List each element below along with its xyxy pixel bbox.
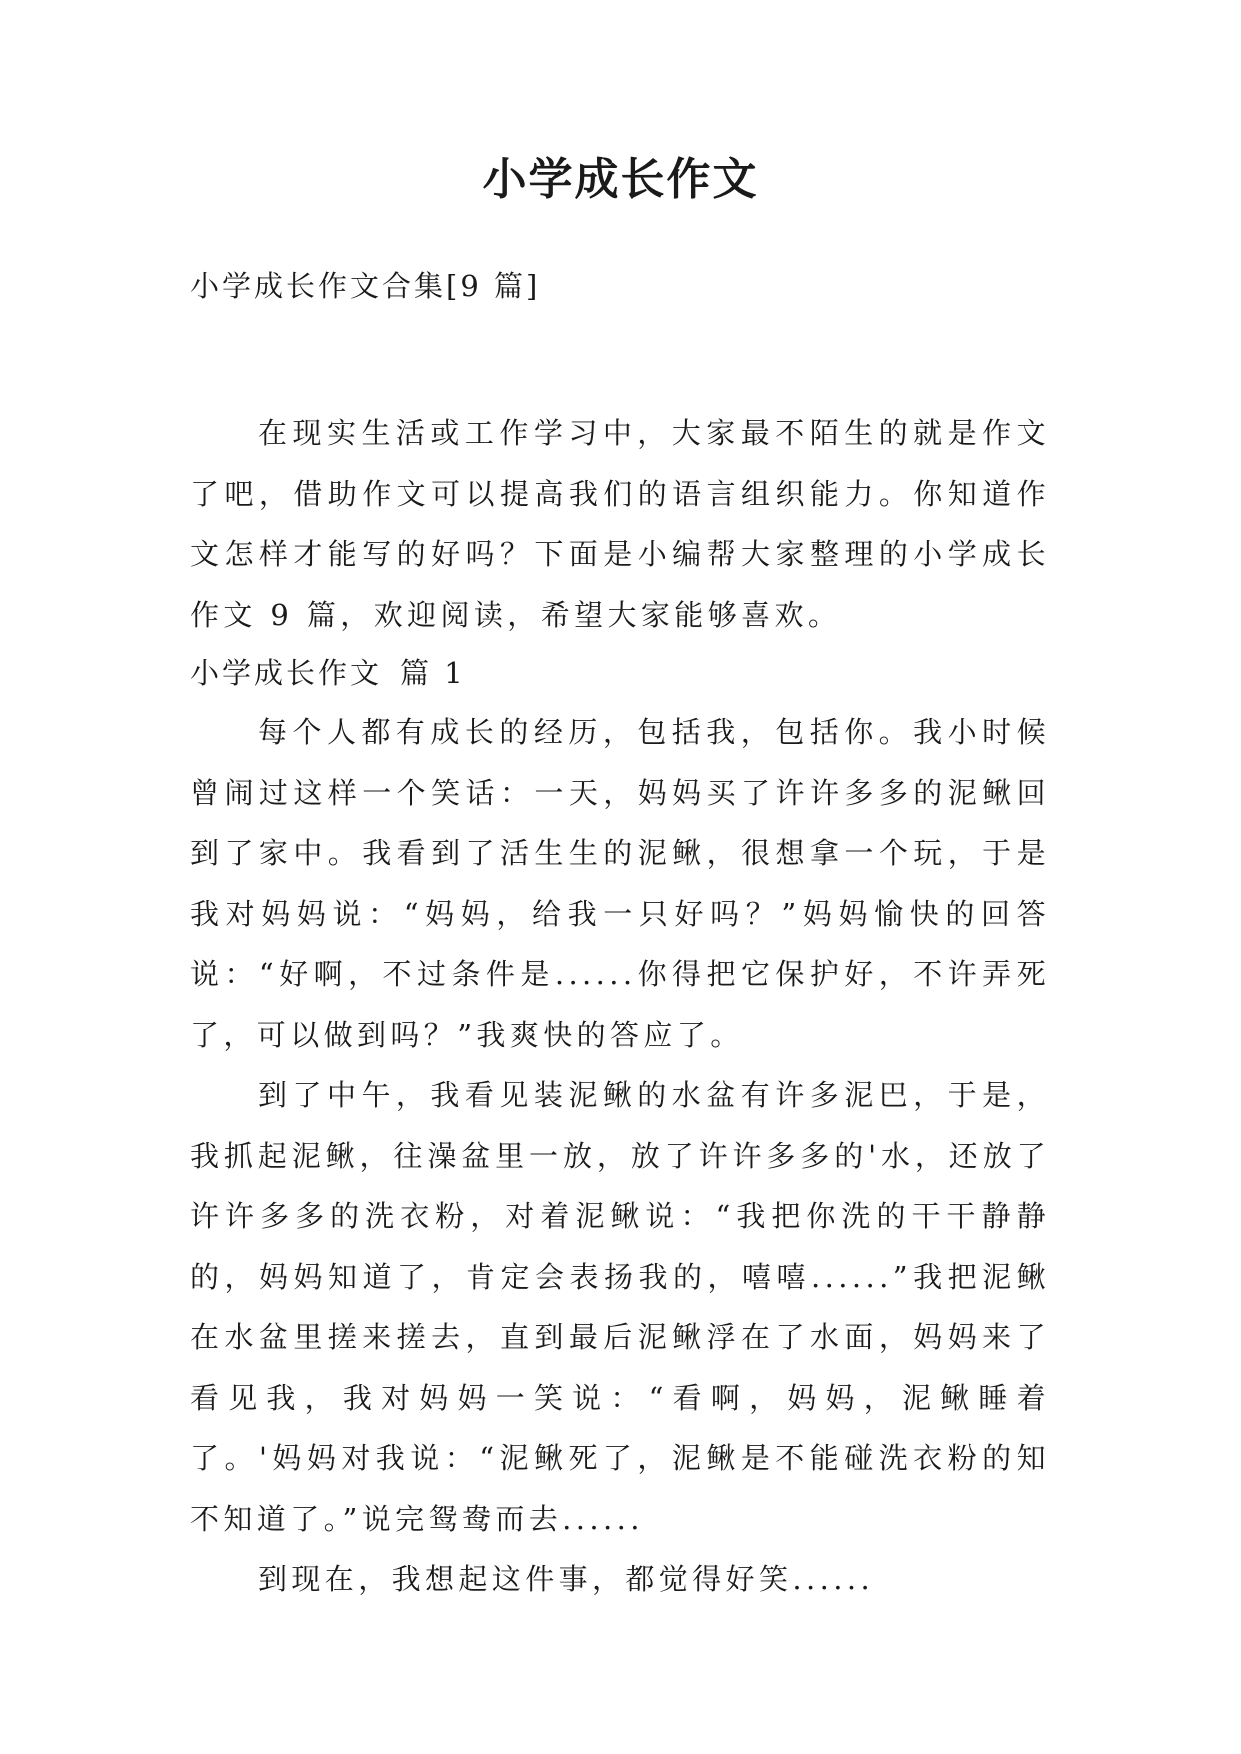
intro-paragraph: 在现实生活或工作学习中，大家最不陌生的就是作文了吧，借助作文可以提高我们的语言组织能力。你知道作文怎样才能写的好吗？下面是小编帮大家整理的小学成长作文 9 篇，欢迎阅读，希望大家能够喜欢。: [190, 416, 1050, 632]
document-subtitle: 小学成长作文合集[9 篇]: [190, 269, 541, 303]
body-paragraph-2: 到了中午，我看见装泥鳅的水盆有许多泥巴，于是，我抓起泥鳅，往澡盆里一放，放了许许多多的'水，还放了许许多多的洗衣粉，对着泥鳅说：“我把你洗的干干静静的，妈妈知道了，肯定会表扬我的，嘻嘻......”我把泥鳅在水盆里搓来搓去，直到最后泥鳅浮在了水面，妈妈来了看见我，我对妈妈一笑说：“看啊，妈妈，泥鳅睡着了。'妈妈对我说：“泥鳅死了，泥鳅是不能碰洗衣粉的知不知道了。”说完鸳鸯而去......: [190, 1078, 1050, 1536]
body-paragraph-1: 每个人都有成长的经历，包括我，包括你。我小时候曾闹过这样一个笑话：一天，妈妈买了许许多多的泥鳅回到了家中。我看到了活生生的泥鳅，很想拿一个玩，于是我对妈妈说：“妈妈，给我一只好吗？”妈妈愉快的回答说：“好啊，不过条件是......你得把它保护好，不许弄死了，可以做到吗？”我爽快的答应了。: [190, 715, 1050, 1052]
document-body: [190, 262, 1050, 1610]
document-title: 小学成长作文: [482, 154, 759, 205]
section-heading: [190, 645, 1050, 702]
spacer: [190, 310, 1050, 403]
body-paragraph-3: 到现在，我想起这件事，都觉得好笑......: [258, 1562, 875, 1596]
section-heading-title: 小学成长作文: [190, 656, 383, 690]
section-heading-number: 篇 1: [400, 656, 466, 690]
